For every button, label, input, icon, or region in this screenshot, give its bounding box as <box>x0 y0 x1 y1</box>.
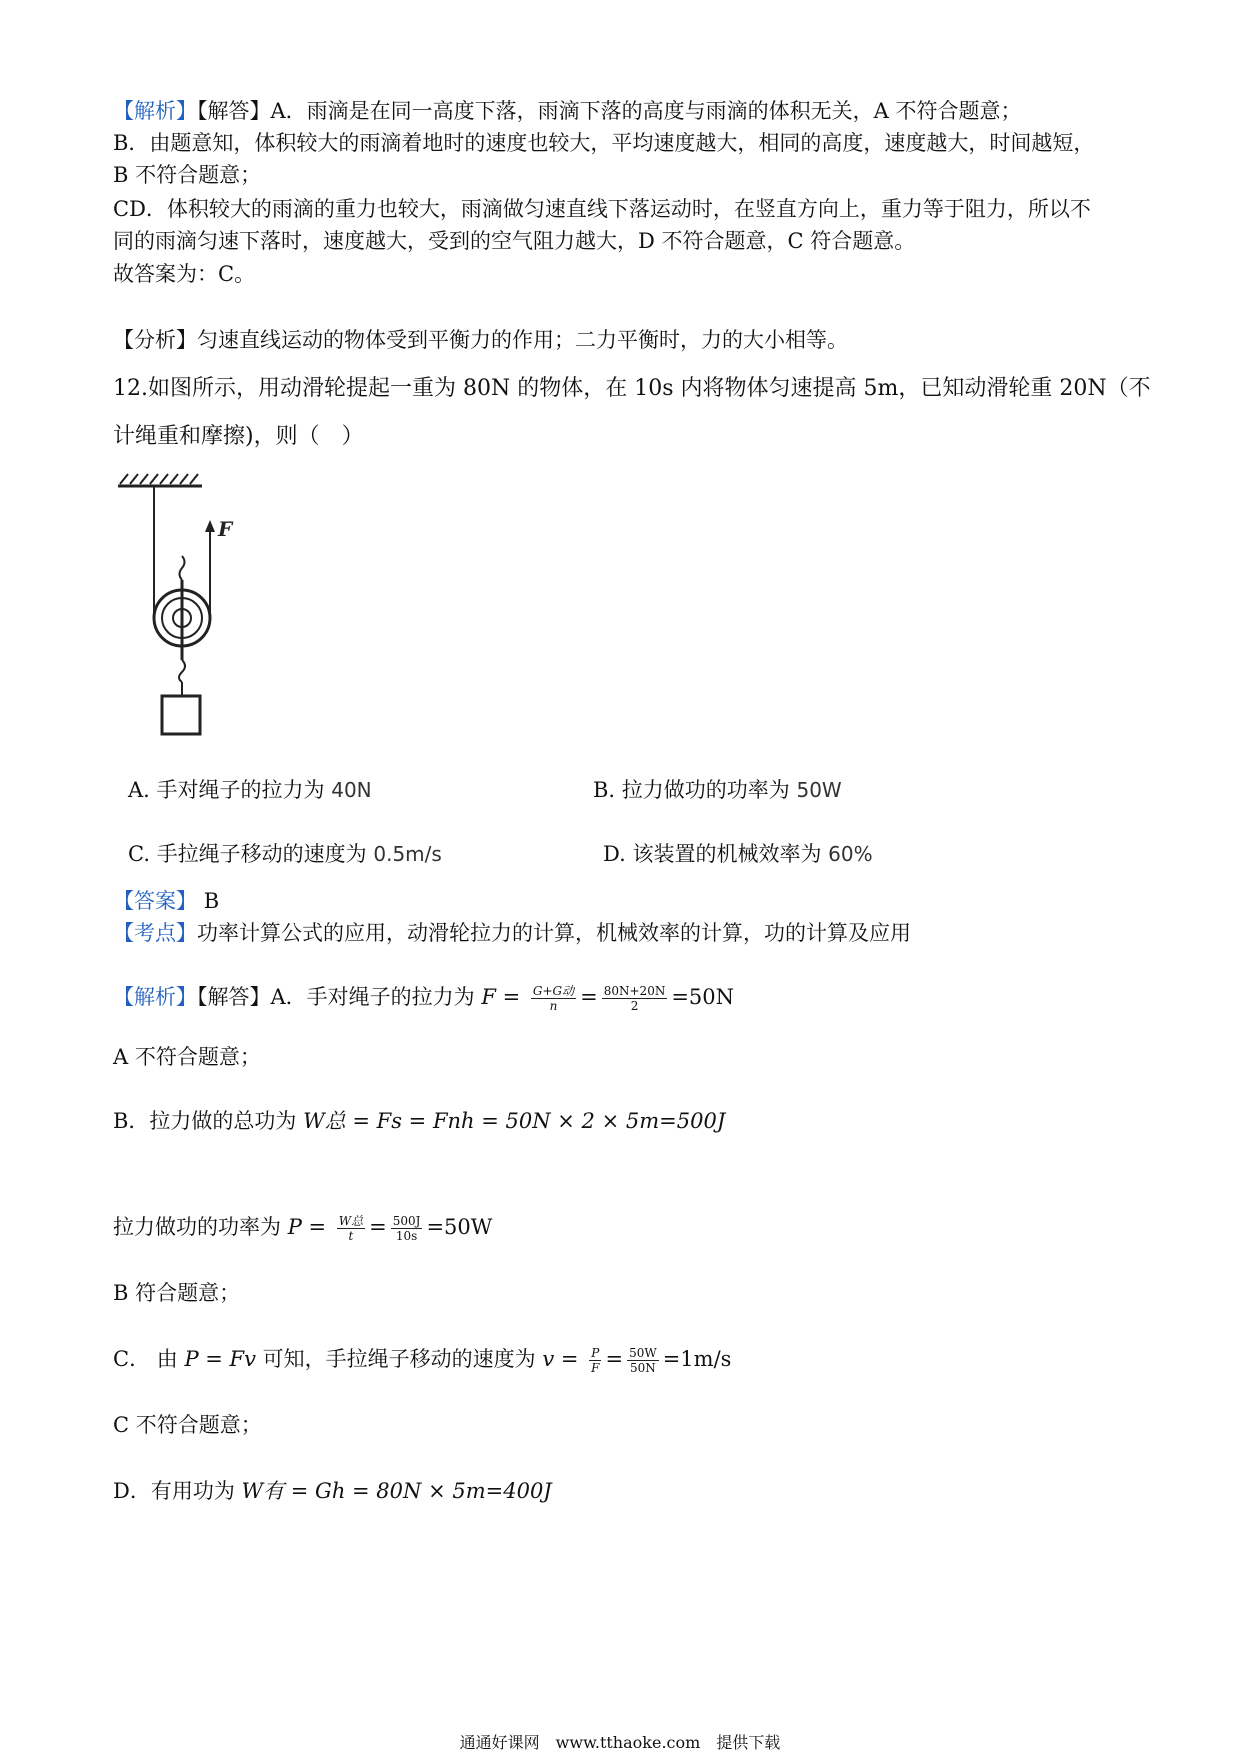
lower-hook <box>179 660 185 682</box>
solution-a-lhs: F = <box>481 985 521 1009</box>
option-c-value: 0.5m/s <box>373 842 442 866</box>
page-footer: 通通好课网 www.tthaoke.com 提供下载 <box>459 1733 781 1752</box>
prev-solution-line-2: B．由题意知，体积较大的雨滴着地时的速度也较大，平均速度越大，相同的高度，速度越大，时间越短， <box>113 131 1095 155</box>
option-c <box>128 838 442 868</box>
solution-b-prefix: B．拉力做的总功为 <box>113 1109 297 1133</box>
option-d-key: D. <box>603 842 626 866</box>
option-a <box>128 774 372 804</box>
prev-solution-line-5: 同的雨滴匀速下落时，速度越大，受到的空气阻力越大，D 不符合题意，C 符合题意。 <box>113 229 916 253</box>
analysis-tag: 【分析】 <box>113 328 197 352</box>
force-arrow-head <box>205 520 215 532</box>
option-b <box>593 774 842 804</box>
solution-b-line <box>113 1106 725 1136</box>
solution-b2-frac2: $\frac{500J}{10s}$ <box>392 1214 421 1243</box>
option-d-value: 60% <box>828 842 873 866</box>
question-12-line-2: 计绳重和摩擦)，则（ ） <box>113 424 364 449</box>
option-a-key: A. <box>128 778 150 802</box>
solution-c-frac2: $\frac{50W}{50N}$ <box>629 1346 657 1375</box>
jiexi-tag: 【解析】 <box>113 99 197 123</box>
solution-c-prefix: C． 由 <box>113 1347 178 1371</box>
option-a-text: 手对绳子的拉力为 <box>156 778 325 802</box>
option-d <box>603 838 873 868</box>
solution-a-frac1: $\frac{\text{G+G动}}{n}$ <box>532 984 575 1013</box>
prev-solution-a-text: 【解答】A．雨滴是在同一高度下落，雨滴下落的高度与雨滴的体积无关，A 不符合题意； <box>197 99 1022 123</box>
option-b-key: B. <box>593 778 616 802</box>
solution-a-line: 【解析】【解答】A．手对绳子的拉力为 F = $\frac{\text{G+G动}}{n}$ = $\frac{80N+20N}{2}$ =50N <box>113 984 735 1013</box>
answer-tag: 【答案】 <box>113 889 197 913</box>
option-d-text: 该装置的机械效率为 <box>632 842 822 866</box>
option-a-value: 40N <box>331 778 372 802</box>
option-b-value: 50W <box>796 778 842 802</box>
solution-c-result: =1m/s <box>662 1347 732 1371</box>
solution-b-verdict: B 符合题意； <box>113 1281 241 1305</box>
prev-solution-line-1 <box>113 96 1022 126</box>
prev-analysis-line <box>113 325 848 355</box>
solution-b2-line: 拉力做功的功率为 P = $\frac{\text{W总}}{t}$ = $\frac{500J}{10s}$ =50W <box>113 1214 493 1243</box>
upper-hook <box>180 556 185 580</box>
solution-c-formula: P = Fv <box>184 1347 256 1371</box>
solution-a-frac2: $\frac{80N+20N}{2}$ <box>603 984 666 1013</box>
solution-c-line: C． 由 P = Fv 可知，手拉绳子移动的速度为 v = $\frac{P}{F}$ = $\frac{50W}{50N}$ =1m/s <box>113 1346 732 1375</box>
solution-c-lhs: v = <box>542 1347 579 1371</box>
solution-b-formula: W总 = Fs = Fnh = 50N × 2 × 5m=500J <box>303 1109 726 1133</box>
solution-a-verdict: A 不符合题意； <box>113 1045 261 1069</box>
pulley-diagram <box>110 470 260 740</box>
answer-line <box>113 886 219 916</box>
prev-answer-line: 故答案为：C。 <box>113 262 256 286</box>
ceiling-hatching <box>120 474 198 484</box>
solution-b2-frac1: $\frac{\text{W总}}{t}$ <box>338 1214 364 1243</box>
solution-b2-result: =50W <box>426 1215 493 1239</box>
answer-value: B <box>203 889 220 913</box>
kaodian-text: 功率计算公式的应用，动滑轮拉力的计算，机械效率的计算，功的计算及应用 <box>197 921 911 945</box>
analysis-text: 匀速直线运动的物体受到平衡力的作用；二力平衡时，力的大小相等。 <box>197 328 848 352</box>
solution-a-result: =50N <box>671 985 735 1009</box>
option-c-text: 手拉绳子移动的速度为 <box>156 842 367 866</box>
prev-solution-line-4: CD．体积较大的雨滴的重力也较大，雨滴做匀速直线下落运动时，在竖直方向上，重力等于阻力，所以不 <box>113 197 1091 221</box>
force-label: F <box>218 517 233 541</box>
solution-d-line <box>113 1476 552 1506</box>
option-b-text: 拉力做功的功率为 <box>621 778 790 802</box>
question-12-line-1: 12.如图所示，用动滑轮提起一重为 80N 的物体，在 10s 内将物体匀速提高 5m，已知动滑轮重 20N（不 <box>113 376 1151 401</box>
solution-c-frac1: $\frac{P}{F}$ <box>591 1346 600 1375</box>
kaodian-line <box>113 918 911 948</box>
solution-tag: 【解析】 <box>113 985 197 1009</box>
solution-c-verdict: C 不符合题意； <box>113 1413 262 1437</box>
solution-d-formula: W有 = Gh = 80N × 5m=400J <box>241 1479 552 1503</box>
solution-c-mid: 可知，手拉绳子移动的速度为 <box>262 1347 536 1371</box>
solution-b2-lhs: P = <box>287 1215 327 1239</box>
solution-d-prefix: D．有用功为 <box>113 1479 235 1503</box>
prev-solution-line-3: B 不符合题意； <box>113 163 262 187</box>
option-c-key: C. <box>128 842 150 866</box>
solution-a-prefix: 【解答】A．手对绳子的拉力为 <box>197 985 475 1009</box>
solution-b2-prefix: 拉力做功的功率为 <box>113 1215 281 1239</box>
kaodian-tag: 【考点】 <box>113 921 197 945</box>
weight-block <box>162 696 200 734</box>
